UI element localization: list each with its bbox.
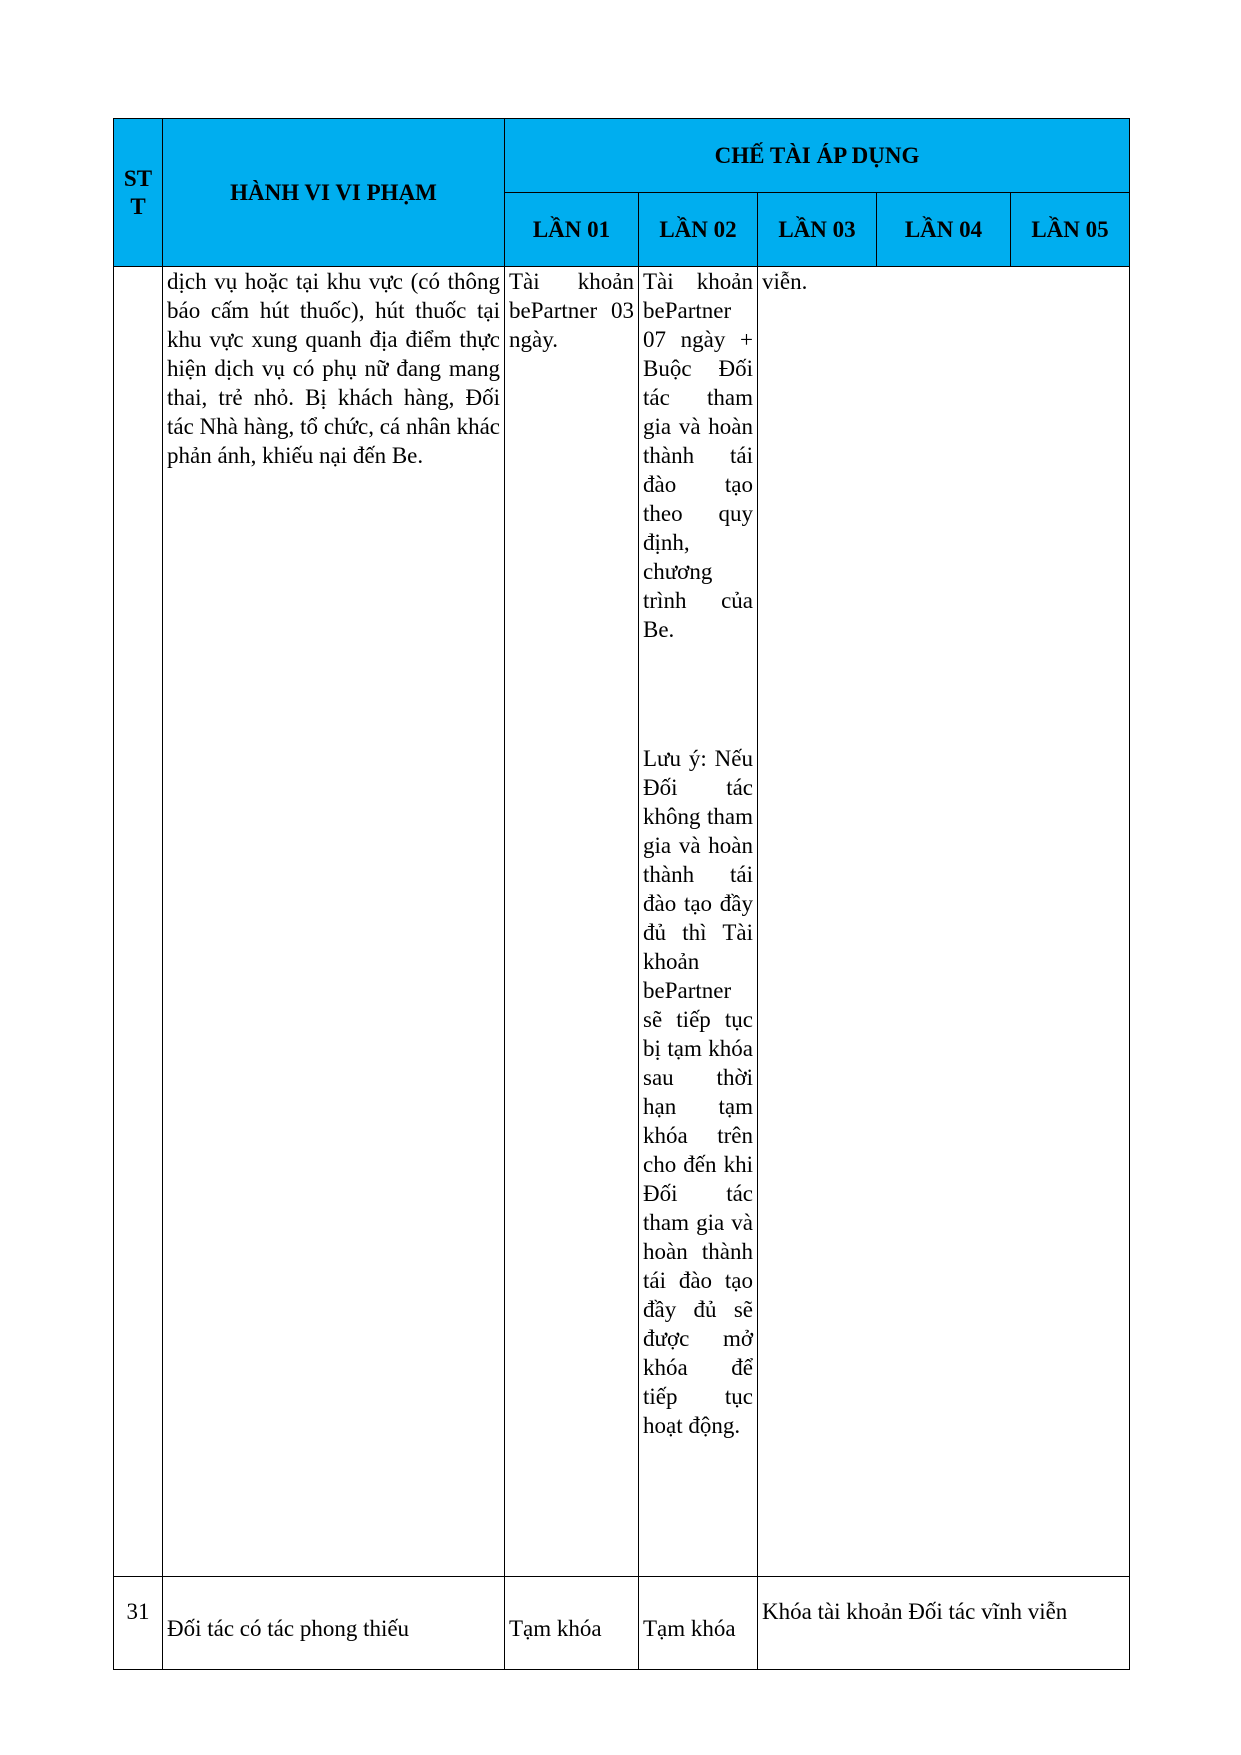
row31-stt-cell: 31 [114, 1577, 163, 1670]
header-lan-03: LẦN 03 [758, 193, 877, 267]
header-lan-04: LẦN 04 [877, 193, 1011, 267]
row-lan01-cell: Tài khoản bePartner 03 ngày. [505, 267, 639, 1577]
table-row [114, 267, 1130, 1577]
row-lan03-05-cell: viễn. [758, 267, 1130, 1577]
header-lan-05: LẦN 05 [1011, 193, 1130, 267]
lan02-sanction-text: Tài khoản bePartner 07 ngày + Buộc Đối tác tham gia và hoàn thành tái đào tạo theo quy định, chương trình của Be. [643, 269, 753, 642]
note-spacer [643, 644, 753, 744]
row-behavior-cell: dịch vụ hoặc tại khu vực (có thông báo cấm hút thuốc), hút thuốc tại khu vực xung quanh địa điểm thực hiện dịch vụ có phụ nữ đang mang thai, trẻ nhỏ. Bị khách hàng, Đối tác Nhà hàng, tổ chức, cá nhân khác phản ánh, khiếu nại đến Be. [163, 267, 505, 1577]
row31-behavior-cell: Đối tác có tác phong thiếu [163, 1577, 505, 1670]
header-behavior: HÀNH VI VI PHẠM [163, 119, 505, 267]
sanctions-table [113, 118, 1130, 1670]
row-stt-cell [114, 267, 163, 1577]
header-sanctions: CHẾ TÀI ÁP DỤNG [505, 119, 1130, 193]
header-lan-01: LẦN 01 [505, 193, 639, 267]
lan02-note-text: Lưu ý: Nếu Đối tác không tham gia và hoàn thành tái đào tạo đầy đủ thì Tài khoản bePartner sẽ tiếp tục bị tạm khóa sau thời hạn tạm khóa trên cho đến khi Đối tác tham gia và hoàn thành tái đào tạo đầy đủ sẽ được mở khóa để tiếp tục hoạt động. [643, 746, 753, 1438]
row-lan02-cell [639, 267, 758, 1577]
header-lan-02: LẦN 02 [639, 193, 758, 267]
header-stt: ST T [114, 119, 163, 267]
row31-lan03-05-cell: Khóa tài khoản Đối tác vĩnh viễn [758, 1577, 1130, 1670]
table-row [114, 1577, 1130, 1670]
row31-lan02-cell: Tạm khóa [639, 1577, 758, 1670]
row31-lan01-cell: Tạm khóa [505, 1577, 639, 1670]
